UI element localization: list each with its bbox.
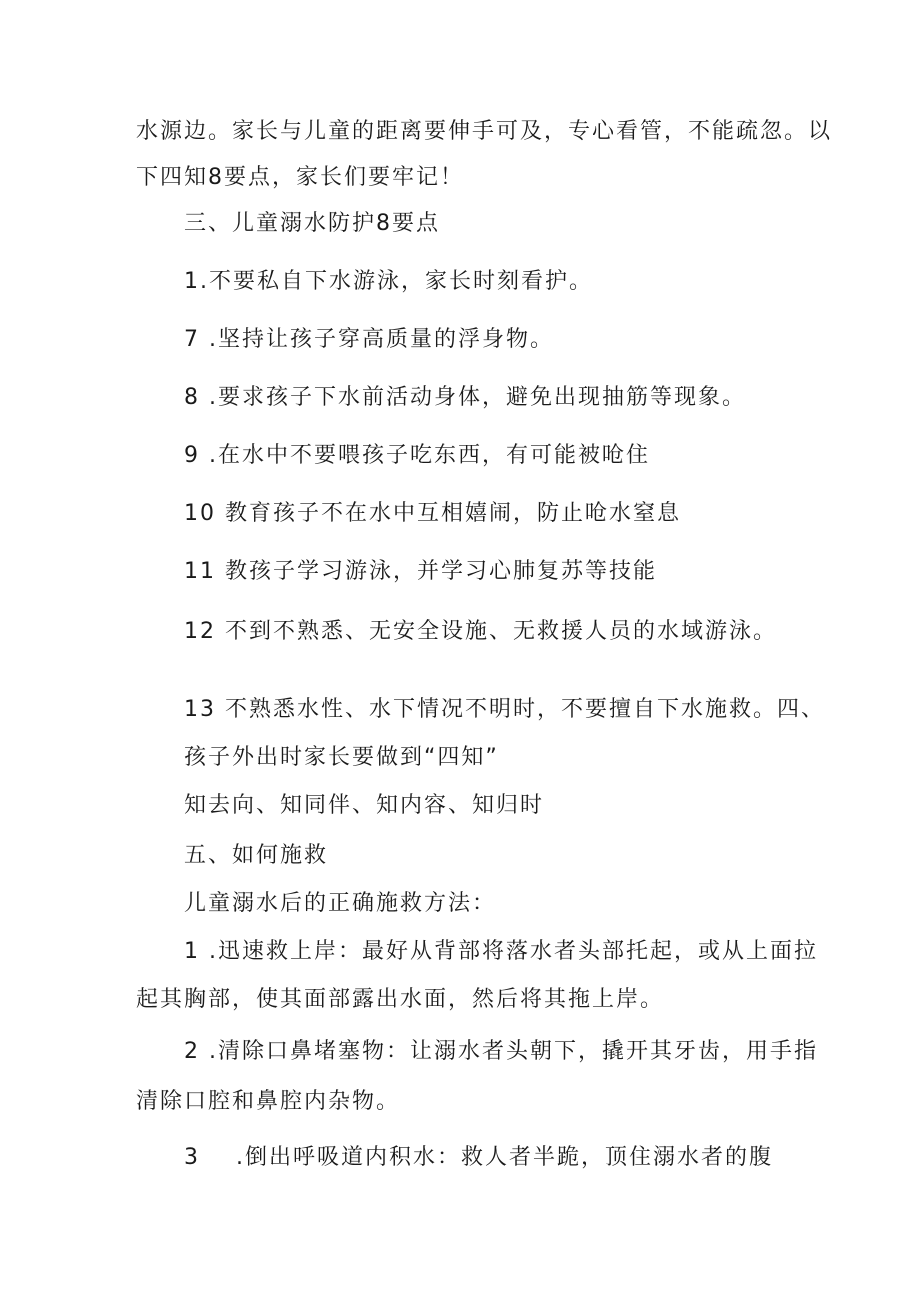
list-item: 7 .坚持让孩子穿高质量的浮身物。 xyxy=(184,327,554,352)
list-item-number: 3 xyxy=(184,1145,200,1170)
paragraph-line: 儿童溺水后的正确施救方法： xyxy=(184,891,497,916)
list-item: 1 .迅速救上岸：最好从背部将落水者头部托起，或从上面拉 xyxy=(184,939,818,964)
list-item: 11 教孩子学习游泳，并学习心肺复苏等技能 xyxy=(184,559,657,584)
paragraph-line: 下四知8要点，家长们要牢记！ xyxy=(136,165,464,190)
section-heading-4: 孩子外出时家长要做到“四知” xyxy=(184,745,499,770)
list-item: 1.不要私自下水游泳，家长时刻看护。 xyxy=(184,269,593,294)
list-item: 2 .清除口鼻堵塞物：让溺水者头朝下，撬开其牙齿，用手指 xyxy=(184,1039,818,1064)
paragraph-line: 清除口腔和鼻腔内杂物。 xyxy=(136,1089,401,1114)
paragraph-line: 知去向、知同伴、知内容、知归时 xyxy=(184,793,545,818)
paragraph-line: 水源边。家长与儿童的距离要伸手可及，专心看管，不能疏忽。以 xyxy=(136,119,833,144)
list-item xyxy=(184,1144,773,1172)
paragraph-line: 起其胸部，使其面部露出水面，然后将其拖上岸。 xyxy=(136,987,665,1012)
list-item-text: .倒出呼吸道内积水：救人者半跪，顶住溺水者的腹 xyxy=(236,1145,773,1170)
list-item: 9 .在水中不要喂孩子吃东西，有可能被呛住 xyxy=(184,443,650,468)
section-heading-3: 三、儿童溺水防护8要点 xyxy=(184,211,440,236)
section-heading-5: 五、如何施救 xyxy=(184,843,329,868)
list-item: 13 不熟悉水性、水下情况不明时，不要擅自下水施救。四、 xyxy=(184,697,825,722)
list-item: 12 不到不熟悉、无安全设施、无救援人员的水域游泳。 xyxy=(184,619,777,644)
list-item: 8 .要求孩子下水前活动身体，避免出现抽筋等现象。 xyxy=(184,385,746,410)
list-item: 10 教育孩子不在水中互相嬉闹，防止呛水窒息 xyxy=(184,501,681,526)
